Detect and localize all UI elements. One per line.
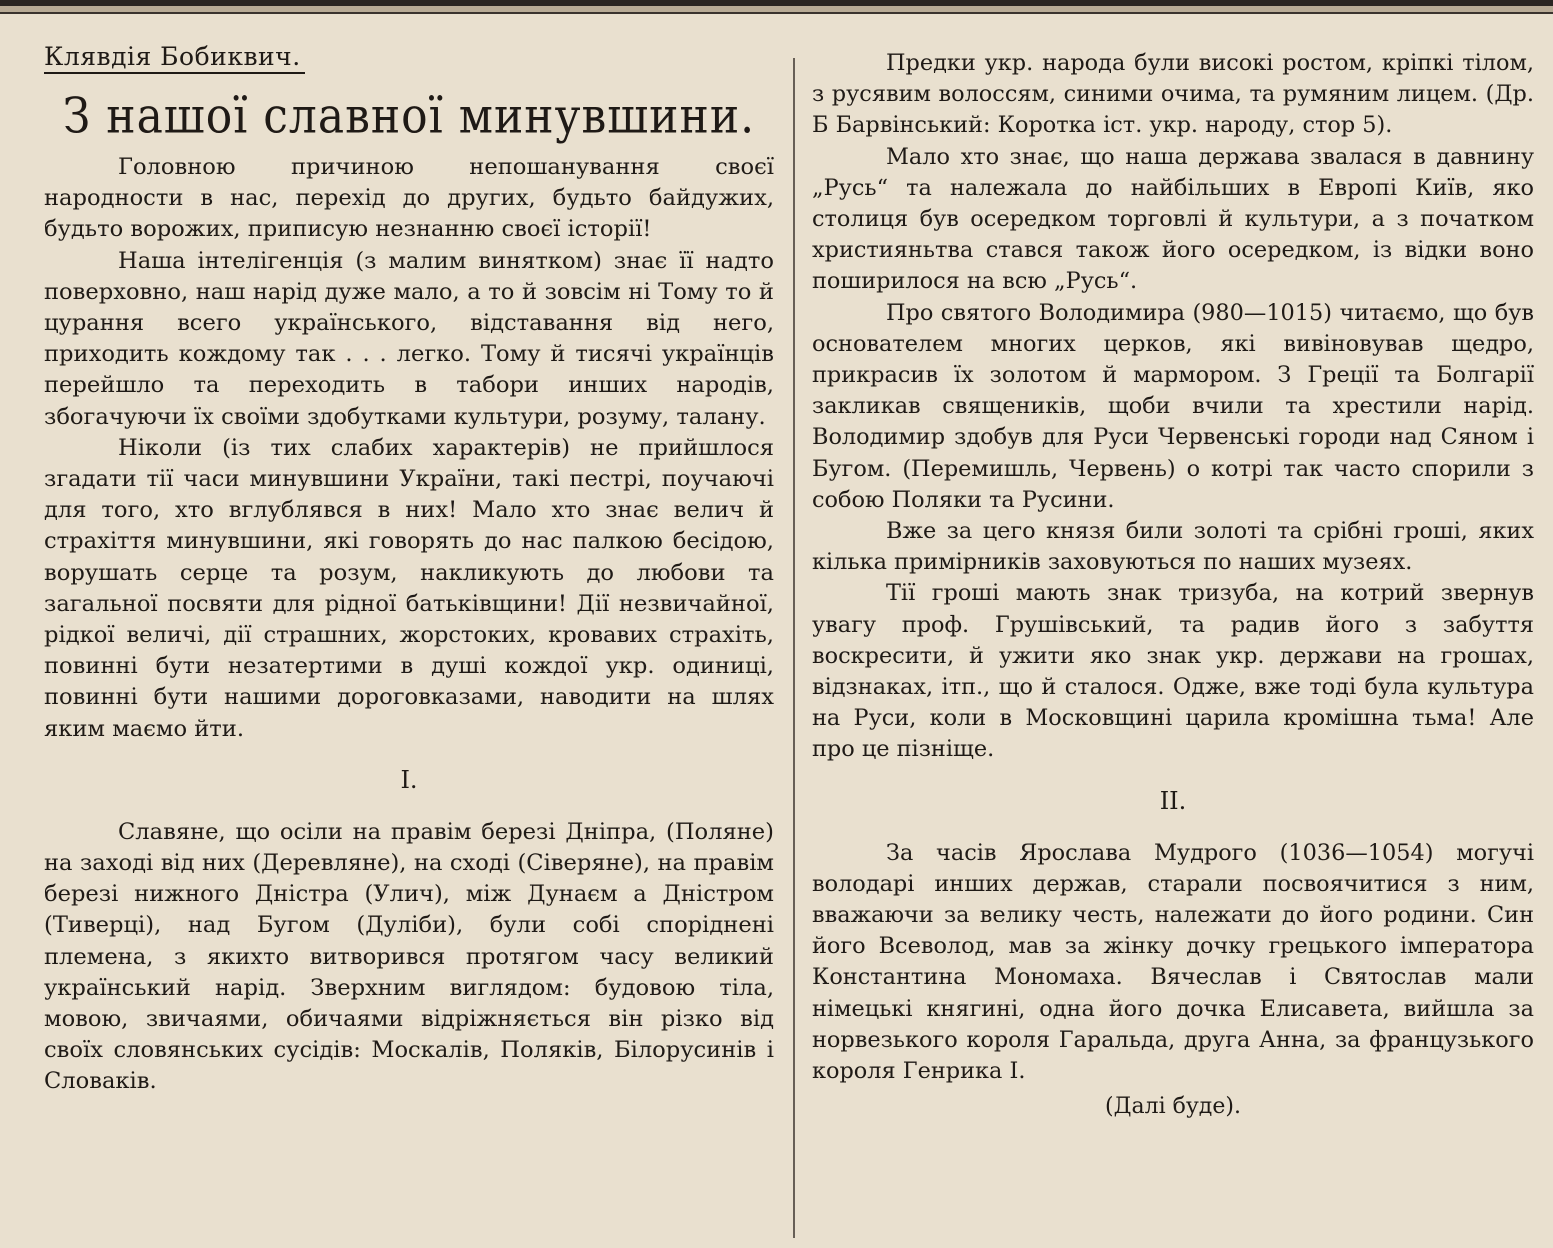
right-column <box>812 48 1534 1248</box>
paragraph: Про святого Володимира (980—1015) читаємо, що був основателем многих церков, які вивіновував щедро, прикрасив їх золотом й мармором. З Греції та Болгарії закликав священиків, щоби вчили та хрестили нарід. Володимир здобув для Руси Червенські городи над Сяном і Бугом. (Перемишль, Червень) о котрі так часто спорили з собою Поляки та Русини. <box>812 299 1534 513</box>
paragraph: Головною причиною непошанування своєї народности в нас, перехід до других, будьто байдужих, будьто ворожих, приписую незнанню своєї історії! <box>44 154 774 243</box>
article-title: З нашої славної минувшини. <box>62 88 756 145</box>
paragraph: Вже за цего князя били золоті та срібні гроші, яких кілька примірників заховуються по наших музеях. <box>812 518 1534 576</box>
paragraph: Предки укр. народа були високі ростом, кріпкі тілом, з русявим волоссям, синими очима, та румяним лицем. (Др. Б Барвінський: Коротка іст. укр. народу, стор 5). <box>812 50 1534 139</box>
paragraph: Славяне, що осіли на правім березі Дніпра, (Поляне) на заході від них (Деревляне), на сході (Сіверяне), на правім березі нижного Дністра (Улич), між Дунаєм а Дністром (Тиверці), над Бугом (Дуліби), були собі споріднені племена, з якихто витворився протягом часу великий український нарід. Зверхним виглядом: будовою тіла, мовою, звичаями, обичаями відріжняється він різко від своїх словянських сусідів: Москалів, Поляків, Білорусинів і Словаків. <box>44 818 774 1095</box>
section-heading-1: I. <box>400 765 418 794</box>
to-be-continued: (Далі буде). <box>1105 1094 1241 1120</box>
paragraph: Ніколи (із тих слабих характерів) не прийшлося згадати тії часи минувшини України, такі пестрі, поучаючі для того, хто вглублявся в них! Мало хто знає велич й страхіття минувшини, які говорять до нас палкою бесідою, ворушать серце та розум, накликують до любови та загальної посвяти для рідної батьківщини! Дії незвичайної, рідкої величі, дії страшних, жорстоких, кровавих страхіть, повинні бути незатертими в душі кождої укр. одиниці, повинні бути нашими дороговказами, наводити на шлях яким маємо йти. <box>44 434 774 742</box>
paragraph: Наша інтелігенція (з малим винятком) знає її надто поверховно, наш нарід дуже мало, а то й зовсім ні Тому то й цурання всего українського, відставання від него, приходить кождому так . . . легко. Тому й тисячі українців перейшло та переходить в табори инших народів, збогачуючи їх своїми здобутками культури, розуму, талану. <box>44 247 774 430</box>
paragraph: Мало хто знає, що наша держава звалася в давнину „Русь“ та належала до найбільших в Европі Київ, яко столиця був осередком торговлі й культури, а з початком християньтва стався також його осередком, із відки воно поширилося на всю „Русь“. <box>812 143 1534 295</box>
paragraph: За часів Ярослава Мудрого (1036—1054) могучі володарі инших держав, старали посвоячитися з ним, вважаючи за велику честь, належати до його родини. Син його Всеволод, мав за жінку дочку грецького імператора Константина Мономаха. Вячеслав і Святослав мали німецькі княгині, одна його дочка Елисавета, вийшла за норвезького короля Гаральда, друга Анна, за французького короля Генрика І. <box>812 839 1534 1085</box>
top-rule <box>0 0 1553 18</box>
author-byline: Клявдія Бобиквич. <box>44 42 305 74</box>
left-column <box>44 30 774 1248</box>
paragraph: Тії гроші мають знак тризуба, на котрий звернув увагу проф. Грушівський, та радив його з забуття воскресити, й ужити яко знак укр. держави на грошах, відзнаках, ітп., що й сталося. Одже, вже тоді була культура на Руси, коли в Московщині царила кромішна тьма! Але про це пізніще. <box>812 580 1534 763</box>
column-divider <box>793 58 795 1238</box>
section-heading-2: II. <box>1159 786 1187 815</box>
